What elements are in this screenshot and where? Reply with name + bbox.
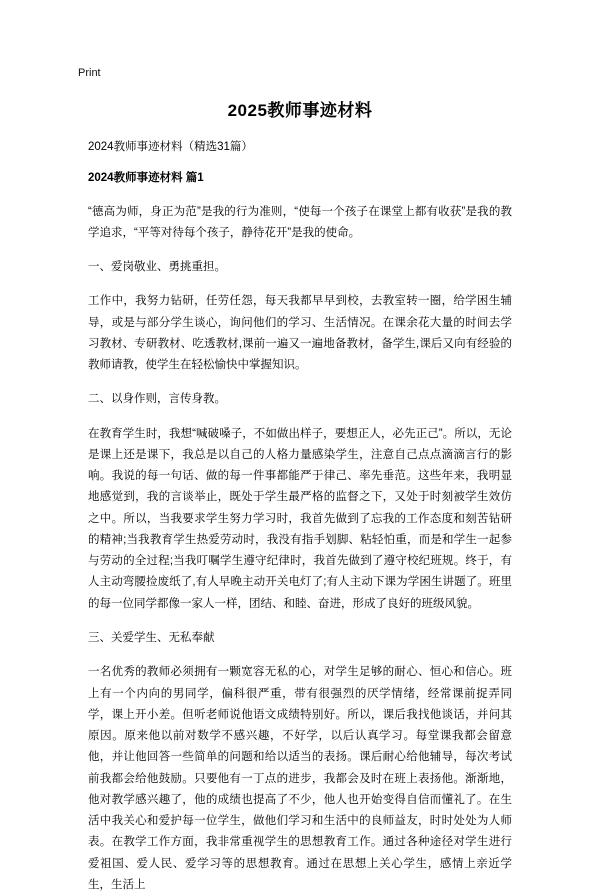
paragraph: “德高为师，身正为范”是我的行为准则，“使每一个孩子在课堂上都有收获”是我的教学追求，“平等对待每个孩子，静待花开”是我的使命。 [88,205,512,239]
section-heading: 2024教师事迹材料 篇1 [88,172,204,185]
paragraph: 一名优秀的教师必须拥有一颗宽容无私的心，对学生足够的耐心、恒心和信心。班上有一个内向的男同学，偏科很严重，带有很强烈的厌学情绪，经常课前捉弄同学，课上开小差。但听老师说他语文成绩特别好。所以，课后我找他谈话，并问其原因。原来他以前对数学不感兴趣，不好学，以后认真学习。每堂课我都会留意他，并让他回答一些简单的问题和给以适当的表扬。课后耐心给他辅导，每次考试前我都会给他鼓励。只要他有一丁点的进步，我都会及时在班上表扬他。渐渐地，他对教学感兴趣了，他的成绩也提高了不少，他人也开始变得自信而懂礼了。在生活中我关心和爱护每一位学生，做他们学习和生活中的良师益友，时时处处为人师表。在教学工作方面，我非常重视学生的思想教育工作。通过各种途径对学生进行爱祖国、爱人民、爱学习等的思想教育。通过在思想上关心学生，感情上亲近学生，生活上 [88,666,512,891]
paragraph: 在教育学生时，我想“喊破嗓子，不如做出样子，要想正人，必先正己”。所以，无论是课上还是课下，我总是以自己的人格力量感染学生，注意自己点点滴滴言行的影响。我说的每一句话、做的每一件事都能严于律己、率先垂范。这些年来，我明显地感觉到，我的言谈举止，既处于学生最严格的监督之下，又处于时刻被学生效仿之中。所以，当我要求学生努力学习时，我首先做到了忘我的工作态度和刻苦钻研的精神;当我教育学生热爱劳动时，我没有指手划脚、粘轻怕重，而是和学生一起参与劳动的全过程;当我叮嘱学生遵守纪律时，我首先做到了遵守校纪班规。终于，有人主动弯腰捡废纸了,有人早晚主动开关电灯了;有人主动下课为学困生讲题了。班里的每一位同学都像一家人一样，团结、和睦、奋进，形成了良好的班级风貌。 [88,427,512,610]
paragraph: 一、爱岗敬业、勇挑重担。 [88,261,226,274]
document-subtitle: 2024教师事迹材料（精选31篇） [88,141,253,153]
paragraph: 工作中，我努力钻研，任劳任怨，每天我都早早到校，去教室转一圈，给学困生辅导，或是与部分学生谈心，询问他们的学习、生活情况。在课余花大量的时间去学习教材、专研教材、吃透教材,课前一遍又一遍地备教材，备学生,课后又向有经验的教师请教，使学生在轻松愉快中掌握知识。 [88,295,512,372]
paragraph: 二、以身作则，言传身教。 [88,393,226,406]
paragraph: 三、关爱学生、无私奉献 [88,632,215,645]
document-body [88,96,512,896]
page-title: 2025教师事迹材料 [227,101,373,120]
print-label[interactable]: Print [78,67,101,79]
